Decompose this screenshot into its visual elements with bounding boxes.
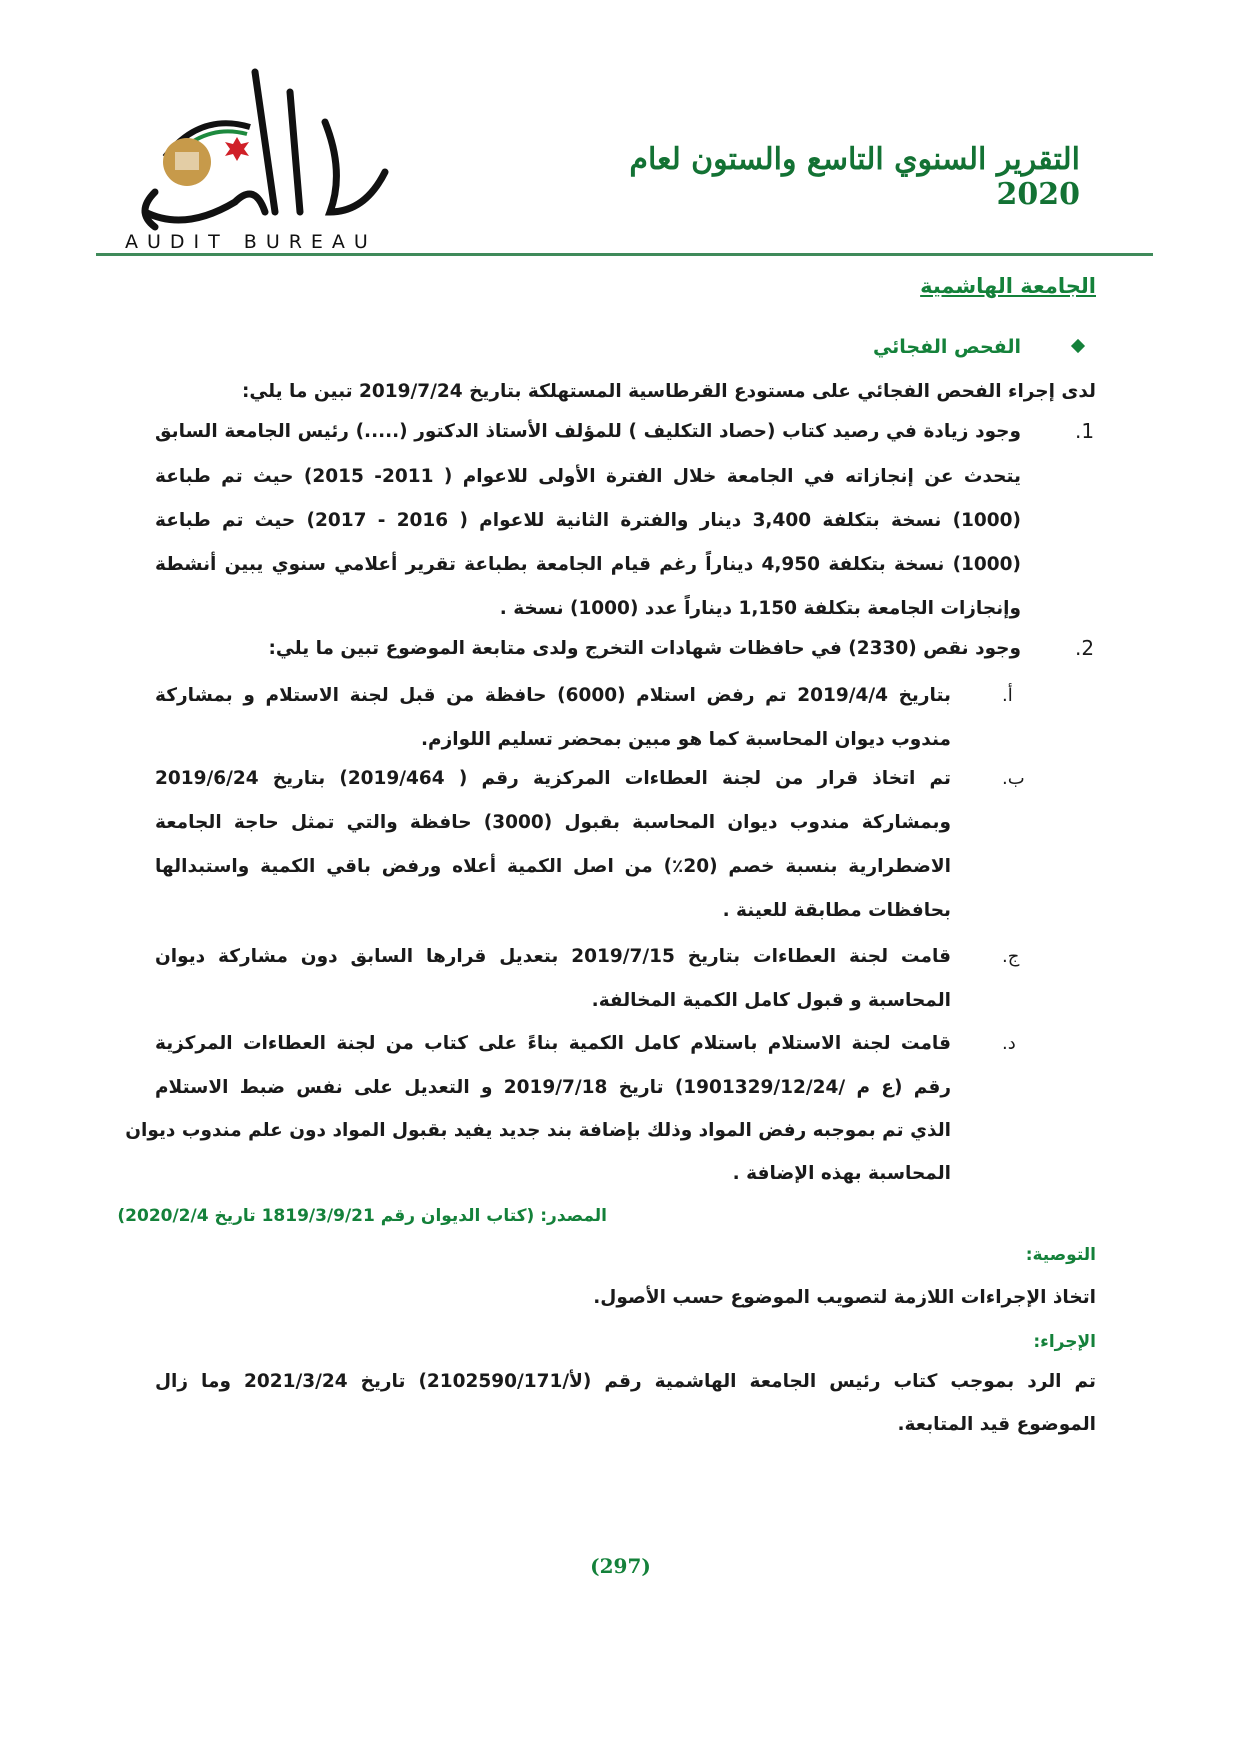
- subitem-line: المحاسبة بهذه الإضافة .: [732, 1163, 951, 1184]
- report-title: التقرير السنوي التاسع والستون لعام 2020: [629, 142, 1080, 212]
- audit-bureau-logo: [125, 62, 420, 252]
- subitem-line: مندوب ديوان المحاسبة كما هو مبين بمحضر تسليم اللوازم.: [421, 729, 951, 750]
- subitem-letter: د.: [1002, 1033, 1016, 1054]
- subitem-line: وبمشاركة مندوب ديوان المحاسبة بقبول (3000) حافظة والتي تمثل حاجة الجامعة: [155, 812, 951, 833]
- page-number: (297): [590, 1554, 651, 1578]
- action-line: تم الرد بموجب كتاب رئيس الجامعة الهاشمية رقم (لأ/2102590/171) تاريخ 2021/3/24 وما زال: [155, 1371, 1096, 1392]
- item-number: 2.: [1075, 636, 1095, 660]
- item-line: وجود نقص (2330) في حافظات شهادات التخرج ولدى متابعة الموضوع تبين ما يلي:: [268, 638, 1021, 659]
- subitem-line: الاضطرارية بنسبة خصم (20٪) من اصل الكمية أعلاه ورفض باقي الكمية واستبدالها: [155, 856, 951, 877]
- subitem-letter: أ.: [1002, 685, 1013, 706]
- intro-text: لدى إجراء الفحص الفجائي على مستودع القرطاسية المستهلكة بتاريخ 2019/7/24 تبين ما يلي:: [241, 381, 1096, 402]
- section-title: الجامعة الهاشمية: [920, 274, 1096, 298]
- item-line: (1000) نسخة بتكلفة 3,400 دينار والفترة الثانية للاعوام ( 2016 - 2017) حيث تم طباعة: [155, 510, 1021, 531]
- diamond-bullet-icon: [1071, 339, 1085, 353]
- svg-text:AUDIT BUREAU: AUDIT BUREAU: [125, 231, 377, 252]
- subitem-line: بتاريخ 2019/4/4 تم رفض استلام (6000) حافظة من قبل لجنة الاستلام و بمشاركة: [155, 685, 951, 706]
- subitem-line: رقم (ع م /1901329/12/24) تاريخ 2019/7/18 و التعديل على نفس ضبط الاستلام: [155, 1077, 951, 1098]
- item-line: وإنجازات الجامعة بتكلفة 1,150 ديناراً عدد (1000) نسخة .: [499, 598, 1021, 619]
- subsection-title: الفحص الفجائي: [872, 336, 1021, 358]
- action-line: الموضوع قيد المتابعة.: [897, 1414, 1096, 1435]
- subitem-line: قامت لجنة الاستلام باستلام كامل الكمية بناءً على كتاب من لجنة العطاءات المركزية: [155, 1033, 951, 1054]
- recommendation-text: اتخاذ الإجراءات اللازمة لتصويب الموضوع حسب الأصول.: [593, 1287, 1096, 1308]
- subitem-line: المحاسبة و قبول كامل الكمية المخالفة.: [591, 990, 951, 1011]
- subitem-line: بحافظات مطابقة للعينة .: [722, 900, 951, 921]
- recommendation-label: التوصية:: [1025, 1245, 1096, 1265]
- subitem-line: قامت لجنة العطاءات بتاريخ 2019/7/15 بتعديل قرارها السابق دون مشاركة ديوان: [155, 946, 952, 967]
- item-number: 1.: [1075, 419, 1095, 443]
- subitem-letter: ب.: [1002, 768, 1025, 789]
- header-divider: [96, 253, 1153, 256]
- source-citation: المصدر: (كتاب الديوان رقم 1819/3/9/21 تاريخ 2020/2/4): [117, 1206, 607, 1226]
- item-line: يتحدث عن إنجازاته في الجامعة خلال الفترة الأولى للاعوام ( 2011- 2015) حيث تم طباعة: [155, 466, 1022, 487]
- item-line: (1000) نسخة بتكلفة 4,950 ديناراً رغم قيام الجامعة بطباعة تقرير أعلامي سنوي يبين أنشطة: [155, 554, 1021, 575]
- action-label: الإجراء:: [1033, 1332, 1096, 1352]
- subitem-letter: ج.: [1002, 946, 1020, 967]
- subitem-line: الذي تم بموجبه رفض المواد وذلك بإضافة بند جديد يفيد بقبول المواد دون علم مندوب ديوان: [125, 1120, 951, 1141]
- item-line: وجود زيادة في رصيد كتاب (حصاد التكليف ) للمؤلف الأستاذ الدكتور (.....) رئيس الجامعة السابق: [155, 421, 1021, 442]
- subitem-line: تم اتخاذ قرار من لجنة العطاءات المركزية رقم ( 2019/464) بتاريخ 2019/6/24: [155, 768, 951, 789]
